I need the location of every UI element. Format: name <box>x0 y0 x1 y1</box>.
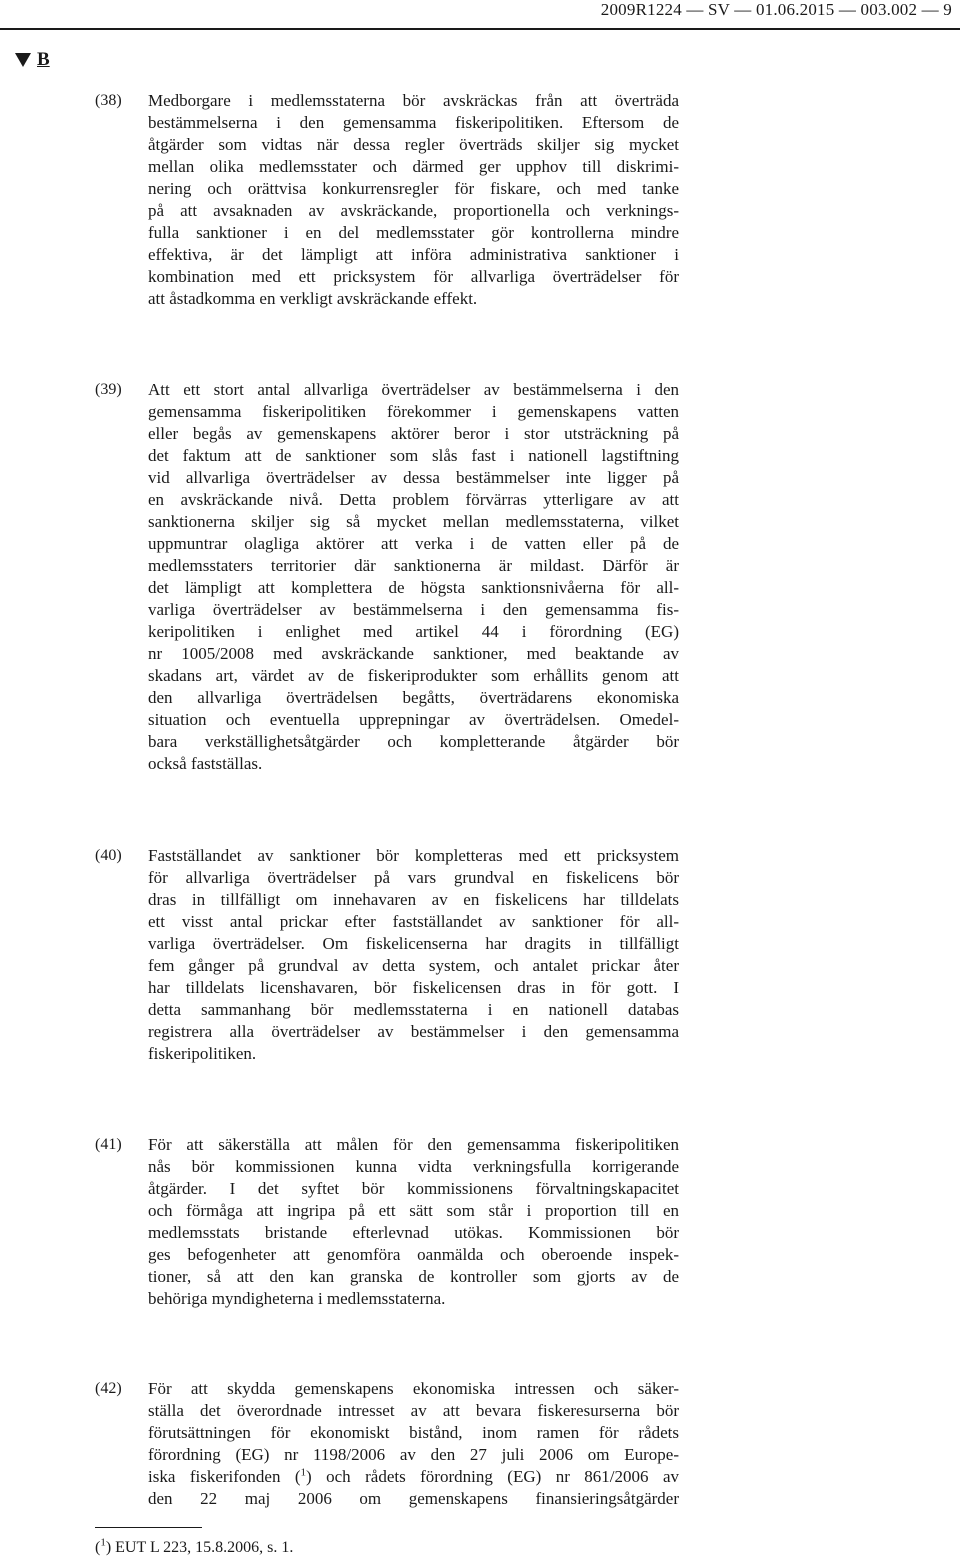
text-line: medlemsstats bristande efterlevnad utökas. Kommissionen bör <box>148 1223 679 1242</box>
text-line: eller begås av gemenskapens aktörer beror i stor utsträckning på <box>148 424 679 443</box>
text-line: dras in tillfälligt om innehavaren av en fiskelicens har tilldelats <box>148 890 679 909</box>
text-line: situation och eventuella upprepningar av överträdelsen. Omedel- <box>148 710 679 729</box>
text-line: mellan olika medlemsstater och därmed ger upphov till diskrimi- <box>148 157 679 176</box>
text-line: För att säkerställa att målen för den gemensamma fiskeripolitiken <box>148 1135 679 1154</box>
text-line: medlemsstaters territorier där sanktionerna är mildast. Därför är <box>148 556 679 575</box>
text-line: varliga överträdelser. Om fiskelicenserna har dragits in tillfälligt <box>148 934 679 953</box>
text-line: den allvarliga överträdelsen begåtts, överträdarens ekonomiska <box>148 688 679 707</box>
text-line: behöriga myndigheterna i medlemsstaterna. <box>148 1289 446 1308</box>
header-rule <box>0 28 960 30</box>
recital-body <box>148 379 679 775</box>
text-line: på att avsaknaden av avskräckande, proportionella och verknings- <box>148 201 679 220</box>
recital-number: (39) <box>95 381 122 398</box>
footnote-rule <box>95 1527 202 1528</box>
text-line: kombination med ett pricksystem för allvarliga överträdelser för <box>148 267 679 286</box>
text-line: bestämmelserna i den gemensamma fiskeripolitiken. Eftersom de <box>148 113 679 132</box>
text-line: bara verkställighetsåtgärder och kompletterande åtgärder bör <box>148 732 679 751</box>
text-line: förutsättningen för ekonomiskt bistånd, inom ramen för rådets <box>148 1423 679 1442</box>
footnote: ($^1$) EUT L 223, 15.8.2006, s. 1. <box>95 1536 294 1556</box>
triangle-down-icon <box>15 53 31 67</box>
text-line: vid allvarliga överträdelser av dessa bestämmelser inte ligger på <box>148 468 679 487</box>
running-header <box>0 0 960 24</box>
recital-body <box>148 90 679 310</box>
footnote-text: EUT L 223, 15.8.2006, s. 1. <box>115 1539 294 1556</box>
text-line: förordning (EG) nr 1198/2006 av den 27 juli 2006 om Europe- <box>148 1445 679 1464</box>
text-line: keripolitiken i enlighet med artikel 44 i förordning (EG) <box>148 622 679 641</box>
text-line: ett visst antal prickar efter fastställandet av sanktioner för all- <box>148 912 679 931</box>
recital-body <box>148 845 679 1065</box>
text-line: tioner, så att den kan granska de kontroller som gjorts av de <box>148 1267 679 1286</box>
text-line: det faktum att de sanktioner som slås fast i nationell lagstiftning <box>148 446 679 465</box>
recital-number: (38) <box>95 92 122 109</box>
text-line: nering och orättvisa konkurrensregler för fiskare, och med tanke <box>148 179 679 198</box>
text-line: nr 1005/2008 med avskräckande sanktioner, med beaktande av <box>148 644 679 663</box>
text-line: uppmuntrar olagliga aktörer att verka i de vatten eller på de <box>148 534 679 553</box>
recital-body <box>148 1134 679 1310</box>
recital-number: (41) <box>95 1136 122 1153</box>
text-line: åtgärder som vidtas när dessa regler överträds skiljer sig mycket <box>148 135 679 154</box>
text-line: varliga överträdelser av bestämmelserna i den gemensamma fis- <box>148 600 679 619</box>
text-line: detta sammanhang bör medlemsstaterna i en nationell databas <box>148 1000 679 1019</box>
text-line: sanktionerna skiljer sig så mycket mellan medlemsstaterna, vilket <box>148 512 679 531</box>
text-line: den 22 maj 2006 om gemenskapens finansieringsåtgärder <box>148 1489 679 1508</box>
text-line: också fastställas. <box>148 754 263 773</box>
text-line: registrera alla överträdelser av bestämmelser i den gemensamma <box>148 1022 679 1041</box>
text-line: gemensamma fiskeripolitiken förekommer i gemenskapens vatten <box>148 402 679 421</box>
text-line: För att skydda gemenskapens ekonomiska intressen och säker- <box>148 1379 679 1398</box>
text-line: åtgärder. I det syftet bör kommissionens förvaltningskapacitet <box>148 1179 679 1198</box>
text-line: det lämpligt att komplettera de högsta sanktionsnivåerna för all- <box>148 578 679 597</box>
text-line: Att ett stort antal allvarliga överträdelser av bestämmelserna i den <box>148 380 679 399</box>
text-line: nås bör kommissionen kunna vidta verkningsfulla korrigerande <box>148 1157 679 1176</box>
text-line: effektiva, är det lämpligt att införa administrativa sanktioner i <box>148 245 679 264</box>
text-line: Fastställandet av sanktioner bör kompletteras med ett pricksystem <box>148 846 679 865</box>
amendment-marker <box>15 49 50 71</box>
text-line: fulla sanktioner i en del medlemsstater gör kontrollerna mindre <box>148 223 679 242</box>
footnote-marker: 1 <box>100 1536 106 1549</box>
marker-label: B <box>37 49 50 70</box>
text-line: iska fiskerifonden ($^1$) och rådets förordning (EG) nr 861/2006 av <box>148 1466 679 1486</box>
text-line: att åstadkomma en verkligt avskräckande effekt. <box>148 289 478 308</box>
recital-number: (42) <box>95 1380 122 1397</box>
text-line: har tilldelats licenshavaren, bör fiskelicensen dras in för gott. I <box>148 978 679 997</box>
text-line: fem gånger på grundval av detta system, och antalet prickar åter <box>148 956 679 975</box>
text-line: ställa det överordnade intresset av att bevara fiskeresurserna bör <box>148 1401 679 1420</box>
text-line: fiskeripolitiken. <box>148 1044 257 1063</box>
recital-number: (40) <box>95 847 122 864</box>
recital-body <box>148 1378 679 1510</box>
text-line: ges befogenheter att genomföra oanmälda och oberoende inspek- <box>148 1245 679 1264</box>
text-line: Medborgare i medlemsstaterna bör avskräckas från att överträda <box>148 91 679 110</box>
text-line: och förmåga att ingripa på ett sätt som står i proportion till en <box>148 1201 679 1220</box>
text-line: en avskräckande nivå. Detta problem förvärras ytterligare av att <box>148 490 679 509</box>
text-line: för allvarliga överträdelser på vars grundval en fiskelicens bör <box>148 868 679 887</box>
running-header-text: 2009R1224 — SV — 01.06.2015 — 003.002 — 9 <box>600 0 952 19</box>
text-line: skadans art, värdet av de fiskeriprodukter som erhållits genom att <box>148 666 679 685</box>
